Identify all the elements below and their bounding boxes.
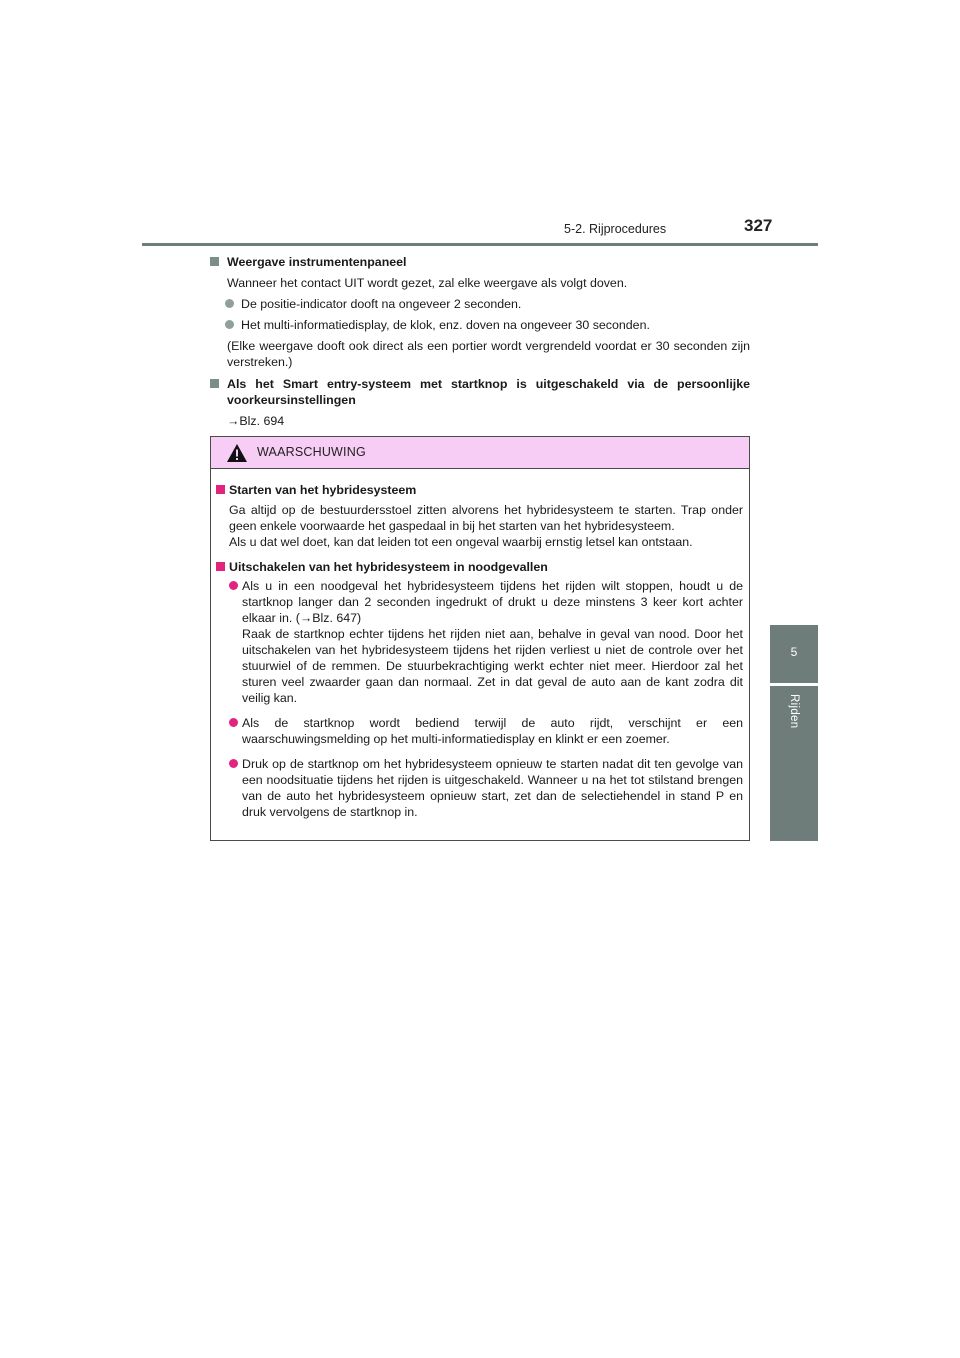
list-item: Druk op de startknop om het hybridesysteem opnieuw te starten nadat dit ten gevolge van een noodsituatie tijdens het rijden is uitgeschakeld. Wanneer u na het tot stilstand brengen van de auto het hybridesysteem opnieuw start, zet dan de selectiehendel in stand P en druk vervolgens de startknop in. (216, 756, 743, 820)
section-note: (Elke weergave dooft ook direct als een portier wordt vergrendeld voordat er 30 seconden zijn verstreken.) (227, 339, 750, 369)
list-item: Als u in een noodgeval het hybridesysteem tijdens het rijden wilt stoppen, houdt u de startknop langer dan 2 seconden ingedrukt of drukt u deze minstens 3 keer kort achter elkaar in. (→Blz. 647) Raak de startknop echter tijdens het rijden niet aan, behalve in geval van nood. Door het uitschakelen van het hybridesysteem tijdens het rijden verliest u niet de controle over het stuurwiel of de remmen. De stuurbekrachtiging werkt echter niet meer. Hierdoor zal het sturen veel zwaarder gaan dan normaal. Zet in dat geval de auto aan de kant zodra dit veilig kan. (216, 578, 743, 706)
list-item: Als de startknop wordt bediend terwijl de auto rijdt, verschijnt er een waarschuwingsmelding op het multi-informatiedisplay en klinkt er een zoemer. (216, 715, 743, 747)
warning-paragraph: Ga altijd op de bestuurdersstoel zitten alvorens het hybridesysteem te starten. Trap onder geen enkele voorwaarde het gaspedaal in bij het starten van het hybridesysteem. Als u dat wel doet, kan dat leiden tot een ongeval waarbij ernstig letsel kan ontstaan. (229, 503, 743, 549)
section-title: Als het Smart entry-systeem met startknop is uitgeschakeld via de persoonlijke voorkeursinstellingen (210, 376, 750, 408)
warning-section-title: Uitschakelen van het hybridesysteem in noodgevallen (216, 559, 743, 575)
square-bullet-icon (210, 379, 219, 388)
section-title: Weergave instrumentenpaneel (210, 254, 750, 270)
chapter-tab-number: 5 (770, 625, 818, 683)
section-intro: Wanneer het contact UIT wordt gezet, zal elke weergave als volgt doven. (227, 276, 628, 290)
page-reference: →Blz. 694 (227, 414, 285, 428)
list-item: Het multi-informatiedisplay, de klok, enz. doven na ongeveer 30 seconden. (210, 317, 750, 333)
warning-title: WAARSCHUWING (257, 445, 366, 459)
warning-header (211, 437, 749, 469)
page-number: 327 (744, 216, 773, 235)
warning-body (211, 469, 749, 820)
header-divider (142, 243, 818, 246)
circle-bullet-icon (225, 299, 234, 308)
square-bullet-icon (216, 485, 225, 494)
square-bullet-icon (210, 257, 219, 266)
circle-bullet-icon (229, 718, 238, 727)
warning-section-title: Starten van het hybridesysteem (216, 482, 743, 498)
circle-bullet-icon (229, 581, 238, 590)
circle-bullet-icon (225, 320, 234, 329)
circle-bullet-icon (229, 759, 238, 768)
list-item: De positie-indicator dooft na ongeveer 2 seconden. (210, 296, 750, 312)
chapter-tab (770, 686, 818, 841)
section-heading: 5-2. Rijprocedures (564, 222, 667, 236)
chapter-tab-label: Rijden (788, 694, 800, 729)
main-content (210, 254, 750, 429)
square-bullet-icon (216, 562, 225, 571)
warning-box (210, 436, 750, 841)
warning-triangle-icon (226, 443, 248, 463)
